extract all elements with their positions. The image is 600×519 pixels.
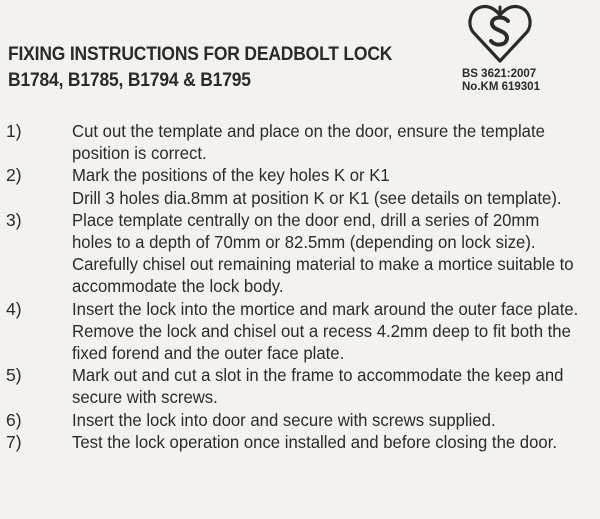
certification-mark (462, 2, 548, 94)
step-text-line: Insert the lock into door and secure with screws supplied. (72, 409, 496, 430)
step-number: 3) (6, 209, 22, 230)
step-text (72, 120, 600, 164)
instruction-step (6, 364, 600, 408)
step-text-line: Remove the lock and chisel out a recess 4.2mm deep to fit both the (72, 320, 571, 341)
step-text-line: Mark the positions of the key holes K or K1 (72, 165, 390, 186)
step-text-line: Place template centrally on the door end, drill a series of 20mm (72, 209, 540, 230)
step-text-line: Drill 3 holes dia.8mm at position K or K1 (see details on template). (72, 187, 562, 208)
step-text (72, 298, 600, 365)
step-number: 7) (6, 431, 22, 452)
step-text-line: fixed forend and the outer face plate. (72, 343, 345, 364)
step-text (72, 209, 600, 298)
instruction-step (6, 164, 600, 208)
instruction-step (6, 431, 600, 453)
step-text (72, 409, 600, 431)
title-line-1: FIXING INSTRUCTIONS FOR DEADBOLT LOCK (8, 44, 393, 65)
standard-info (462, 68, 548, 94)
standard-number: BS 3621:2007 (462, 68, 537, 80)
title-line-2: B1784, B1785, B1794 & B1795 (8, 70, 251, 91)
instruction-step (6, 409, 600, 431)
step-number: 1) (6, 121, 22, 141)
instruction-step (6, 120, 600, 164)
step-text (72, 431, 600, 453)
instruction-step (6, 209, 600, 298)
step-text-line: holes to a depth of 70mm or 82.5mm (depending on lock size). (72, 232, 536, 253)
instruction-step (6, 298, 600, 365)
instruction-list (6, 120, 600, 453)
step-text (72, 364, 600, 408)
step-text-line: Test the lock operation once installed and before closing the door. (72, 431, 557, 452)
kitemark-icon (468, 2, 532, 64)
step-number: 6) (6, 409, 22, 430)
step-number: 4) (6, 298, 22, 319)
step-text-line: accommodate the lock body. (72, 276, 284, 297)
step-text-line: position is correct. (72, 143, 207, 164)
step-text-line: Mark out and cut a slot in the frame to accommodate the keep and (72, 365, 564, 386)
step-text-line: Cut out the template and place on the door, ensure the template (72, 121, 545, 141)
step-text-line: secure with screws. (72, 387, 218, 408)
step-number: 2) (6, 165, 22, 186)
step-text (72, 164, 600, 208)
step-text-line: Carefully chisel out remaining material to make a mortice suitable to (72, 254, 574, 275)
document-title (8, 42, 426, 94)
step-text-line: Insert the lock into the mortice and mark around the outer face plate. (72, 298, 579, 319)
step-number: 5) (6, 365, 22, 386)
licence-number: No.KM 619301 (462, 81, 540, 93)
